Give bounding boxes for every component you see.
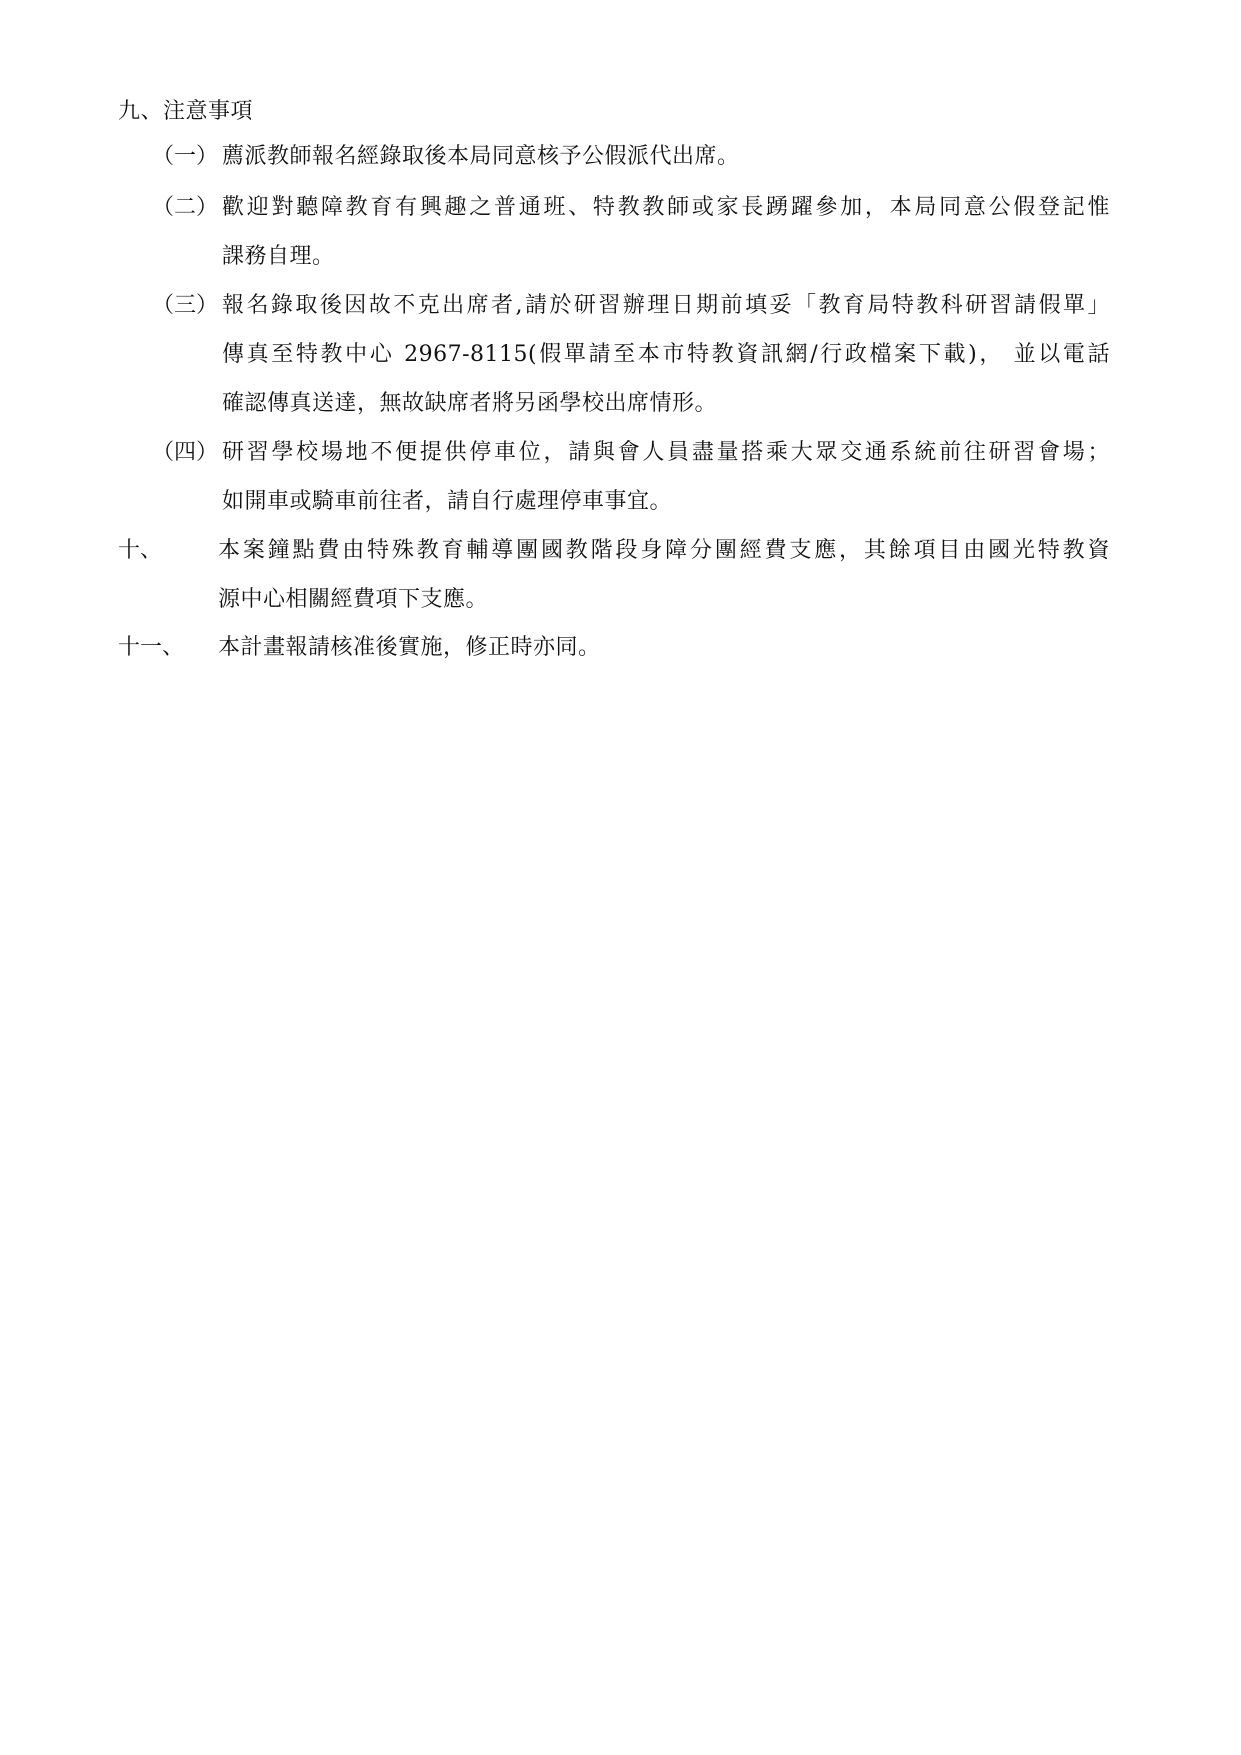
- item-2-line-1: 歡迎對聽障教育有興趣之普通班、特教教師或家長踴躍參加，本局同意公假登記惟: [222, 195, 1110, 220]
- item-4-line-2: 如開車或騎車前往者，請自行處理停車事宜。: [222, 489, 673, 514]
- item-2-marker: （二）: [152, 195, 219, 220]
- item-3-line-1: 報名錄取後因故不克出席者,請於研習辦理日期前填妥「教育局特教科研習請假單」: [222, 293, 1110, 318]
- section-11-marker: 十一、: [118, 635, 185, 660]
- item-1-line-1: 薦派教師報名經錄取後本局同意核予公假派代出席。: [222, 144, 740, 169]
- item-4-marker: （四）: [152, 440, 219, 465]
- section-10-line-1: 本案鐘點費由特殊教育輔導團國教階段身障分團經費支應，其餘項目由國光特教資: [218, 538, 1110, 563]
- section-11-line-1: 本計畫報請核准後實施，修正時亦同。: [218, 635, 601, 660]
- item-4-line-1: 研習學校場地不便提供停車位，請與會人員盡量搭乘大眾交通系統前往研習會場；: [222, 440, 1110, 465]
- item-3-line-2: 傳真至特教中心 2967-8115(假單請至本市特教資訊網/行政檔案下載)， 並以電話: [222, 342, 1110, 367]
- item-2-line-2: 課務自理。: [222, 244, 335, 269]
- section-10-line-2: 源中心相關經費項下支應。: [218, 587, 489, 612]
- section-10-marker: 十、: [118, 538, 163, 563]
- section-9-heading: 九、注意事項: [118, 99, 254, 124]
- item-3-marker: （三）: [152, 293, 219, 318]
- item-1-marker: （一）: [152, 144, 219, 169]
- item-3-line-3: 確認傳真送達，無故缺席者將另函學校出席情形。: [222, 391, 718, 416]
